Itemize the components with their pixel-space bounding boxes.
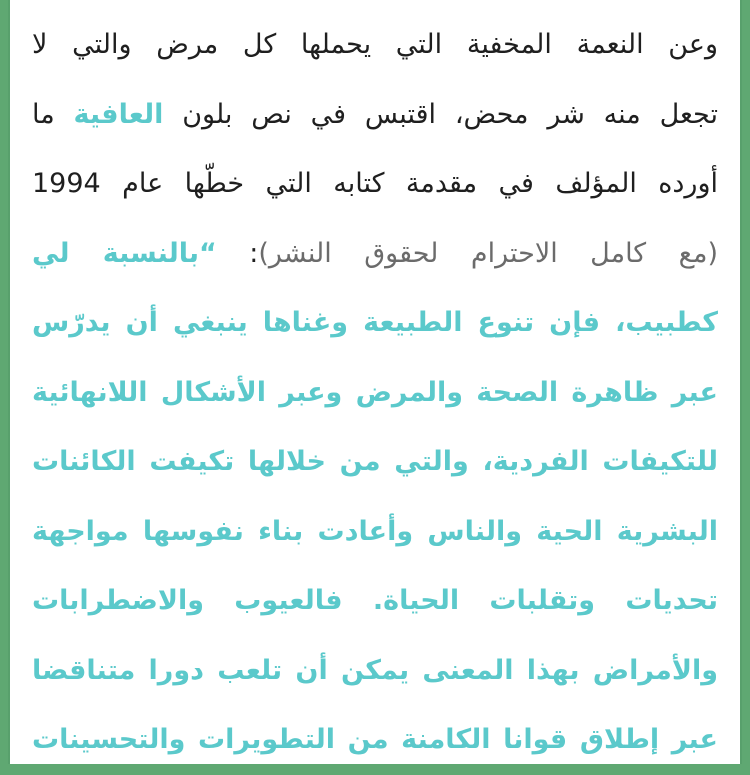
text-line xyxy=(32,149,718,219)
note-text: (مع كامل الاحترام لحقوق النشر) xyxy=(258,237,718,269)
highlighted-text: البشرية الحية والناس وأعادت بناء نفوسها مواجهة xyxy=(32,515,718,547)
quote-paragraph xyxy=(32,10,718,775)
document-page xyxy=(8,0,742,764)
body-text: أورده المؤلف في مقدمة كتابه التي خطّها عام 1994 xyxy=(32,168,718,199)
highlighted-text: تحديات وتقلبات الحياة. فالعيوب والاضطرابات xyxy=(32,585,718,616)
body-text: تجعل منه شر محض، اقتبس في نص بلون xyxy=(163,98,718,130)
highlighted-text: عبر إطلاق قوانا الكامنة من التطويرات والتحسينات xyxy=(32,724,718,755)
body-text: : xyxy=(216,237,259,269)
text-line xyxy=(32,427,718,497)
text-line xyxy=(32,358,718,428)
text-line xyxy=(32,636,718,706)
highlighted-text: كطبيب، فإن تنوع الطبيعة وغناها ينبغي أن يدرّس xyxy=(32,307,718,338)
text-line xyxy=(32,219,718,289)
highlighted-text: للتكيفات الفردية، والتي من خلالها تكيفت الكائنات xyxy=(32,446,718,477)
highlighted-text: العافية xyxy=(73,98,164,130)
text-line xyxy=(32,10,718,80)
highlighted-text: “بالنسبة لي xyxy=(32,237,217,269)
text-line xyxy=(32,705,718,775)
body-text: ما xyxy=(32,98,74,130)
highlighted-text: والأمراض بهذا المعنى يمكن أن تلعب دورا متناقضا xyxy=(32,654,718,686)
body-text: وعن النعمة المخفية التي يحملها كل مرض والتي لا xyxy=(32,29,718,60)
text-line xyxy=(32,288,718,358)
text-line xyxy=(32,566,718,636)
text-line xyxy=(32,80,718,150)
text-line xyxy=(32,497,718,567)
highlighted-text: عبر ظاهرة الصحة والمرض وعبر الأشكال اللانهائية xyxy=(32,376,718,408)
